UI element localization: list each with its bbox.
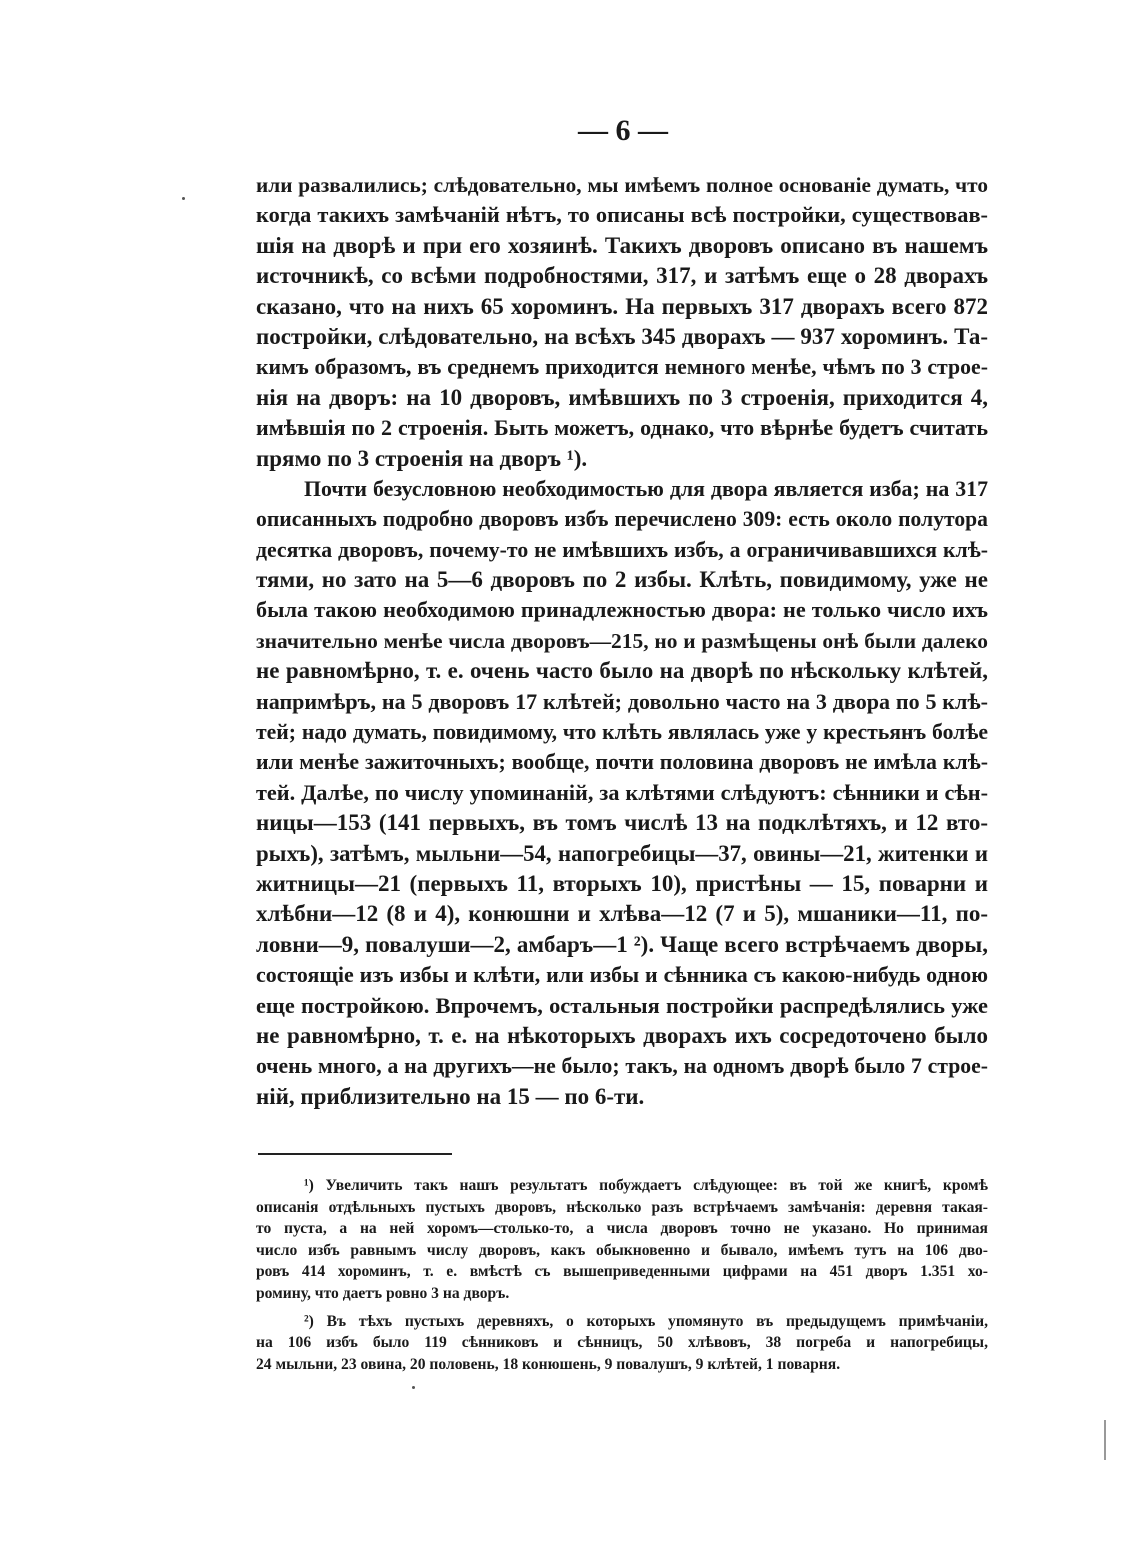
text-line: ницы—153 (141 первыхъ, въ томъ числѣ 13 на подклѣтяхъ, и 12 вто- [256,810,988,836]
text-line: тей; надо думать, повидимому, что клѣть являлась уже у крестьянъ болѣе [256,720,988,745]
text-line: тей. Далѣе, по числу упоминаній, за клѣтями слѣдуютъ: сѣнники и сѣн- [256,779,988,805]
text-line: не равномѣрно, т. е. очень часто было на дворѣ по нѣскольку клѣтей, [256,658,988,684]
text-line: еще постройкою. Впрочемъ, остальныя постройки распредѣлялись уже [256,992,988,1018]
text-line: ловни—9, повалуши—2, амбаръ—1 ²). Чаще всего встрѣчаемъ дворы, [256,931,988,957]
text-line: или менѣе зажиточныхъ; вообще, почти половина дворовъ не имѣла клѣ- [256,750,988,775]
page-number [0,114,1140,148]
text-line: постройки, слѣдовательно, на всѣхъ 345 дворахъ — 937 хороминъ. Та- [256,323,988,349]
text-line: прямо по 3 строенія на дворъ ¹). [256,445,588,471]
footnote-1-line: описанія отдѣльныхъ пустыхъ дворовъ, нѣсколько разъ встрѣчаемъ замѣчанія: деревня такая- [256,1198,988,1216]
text-line: значительно менѣе числа дворовъ—215, но и размѣщены онѣ были далеко [256,628,988,653]
footnotes [256,1175,988,1375]
footnote-2-line: на 106 избъ было 119 сѣнниковъ и сѣнницъ, 50 хлѣвовъ, 38 погреба и напогребицы, [256,1334,988,1352]
paragraph-start-line: Почти безусловною необходимостью для двора является изба; на 317 [304,476,988,501]
text-line: не равномѣрно, т. е. на нѣкоторыхъ дворахъ ихъ сосредоточено было [256,1022,988,1048]
text-line: нія на дворъ: на 10 дворовъ, имѣвшихъ по 3 строенія, приходится 4, [256,384,988,410]
scan-speck [412,1386,415,1389]
footnote-separator [258,1153,452,1155]
text-line: была такою необходимою принадлежностью двора: не только число ихъ [256,597,988,623]
text-line: ній, приблизительно на 15 — по 6-ти. [256,1083,645,1109]
text-line: напримѣръ, на 5 дворовъ 17 клѣтей; довольно часто на 3 двора по 5 клѣ- [256,688,988,714]
scan-speck [182,197,185,200]
text-line: или развалились; слѣдовательно, мы имѣемъ полное основаніе думать, что [256,173,988,197]
text-line: источникѣ, со всѣми подробностями, 317, и затѣмъ еще о 28 дворахъ [256,263,988,289]
text-line: кимъ образомъ, въ среднемъ приходится немного менѣе, чѣмъ по 3 строе- [256,355,988,380]
main-text [256,170,988,1112]
footnote-2-line: ²) Въ тѣхъ пустыхъ деревняхъ, о которыхъ упомянуто въ предыдущемъ примѣчаніи, [304,1312,988,1330]
footnote-1-line: число избъ равнымъ числу дворовъ, какъ обыкновенно и бывало, имѣемъ тутъ на 106 дво- [256,1241,988,1259]
text-line: описанныхъ подробно дворовъ избъ перечислено 309: есть около полутора [256,507,988,532]
footnote-1-line: ровъ 414 хороминъ, т. е. вмѣстѣ съ вышеприведенными цифрами на 451 дворъ 1.351 хо- [256,1263,988,1281]
footnote-1-line: то пуста, а на ней хоромъ—столько-то, а числа дворовъ точно не указано. Но принимая [256,1220,988,1238]
text-line: сказано, что на нихъ 65 хороминъ. На первыхъ 317 дворахъ всего 872 [256,293,988,319]
page-number-text: — 6 — [578,114,668,147]
scan-speck [1104,1420,1106,1460]
text-line: тями, но зато на 5—6 дворовъ по 2 избы. Клѣть, повидимому, уже не [256,567,988,593]
footnote-1-line: ¹) Увеличить такъ нашъ результатъ побуждаетъ слѣдующее: въ той же книгѣ, кромѣ [304,1177,988,1194]
footnote-2-line: 24 мыльни, 23 овина, 20 половень, 18 конюшень, 9 повалушъ, 9 клѣтей, 1 поварня. [256,1355,841,1373]
text-line: житницы—21 (первыхъ 11, вторыхъ 10), пристѣны — 15, поварни и [256,870,988,896]
text-line: состоящіе изъ избы и клѣти, или избы и сѣнника съ какою-нибудь одною [256,962,988,988]
text-line: хлѣбни—12 (8 и 4), конюшни и хлѣва—12 (7 и 5), мшаники—11, по- [256,901,988,927]
text-line: рыхъ), затѣмъ, мыльни—54, напогребицы—37, овины—21, житенки и [256,840,988,866]
text-line: шія на дворѣ и при его хозяинѣ. Такихъ дворовъ описано въ нашемъ [256,232,988,258]
text-line: десятка дворовъ, почему-то не имѣвшихъ избъ, а ограничивавшихся клѣ- [256,537,988,562]
text-line: очень много, а на другихъ—не было; такъ, на одномъ дворѣ было 7 строе- [256,1054,988,1079]
text-line: когда такихъ замѣчаній нѣтъ, то описаны всѣ постройки, существовав- [256,202,988,228]
footnote-1-line: ромину, что даетъ ровно 3 на дворъ. [256,1284,510,1302]
text-line: имѣвшія по 2 строенія. Быть можетъ, однако, что вѣрнѣе будетъ считать [256,415,988,441]
